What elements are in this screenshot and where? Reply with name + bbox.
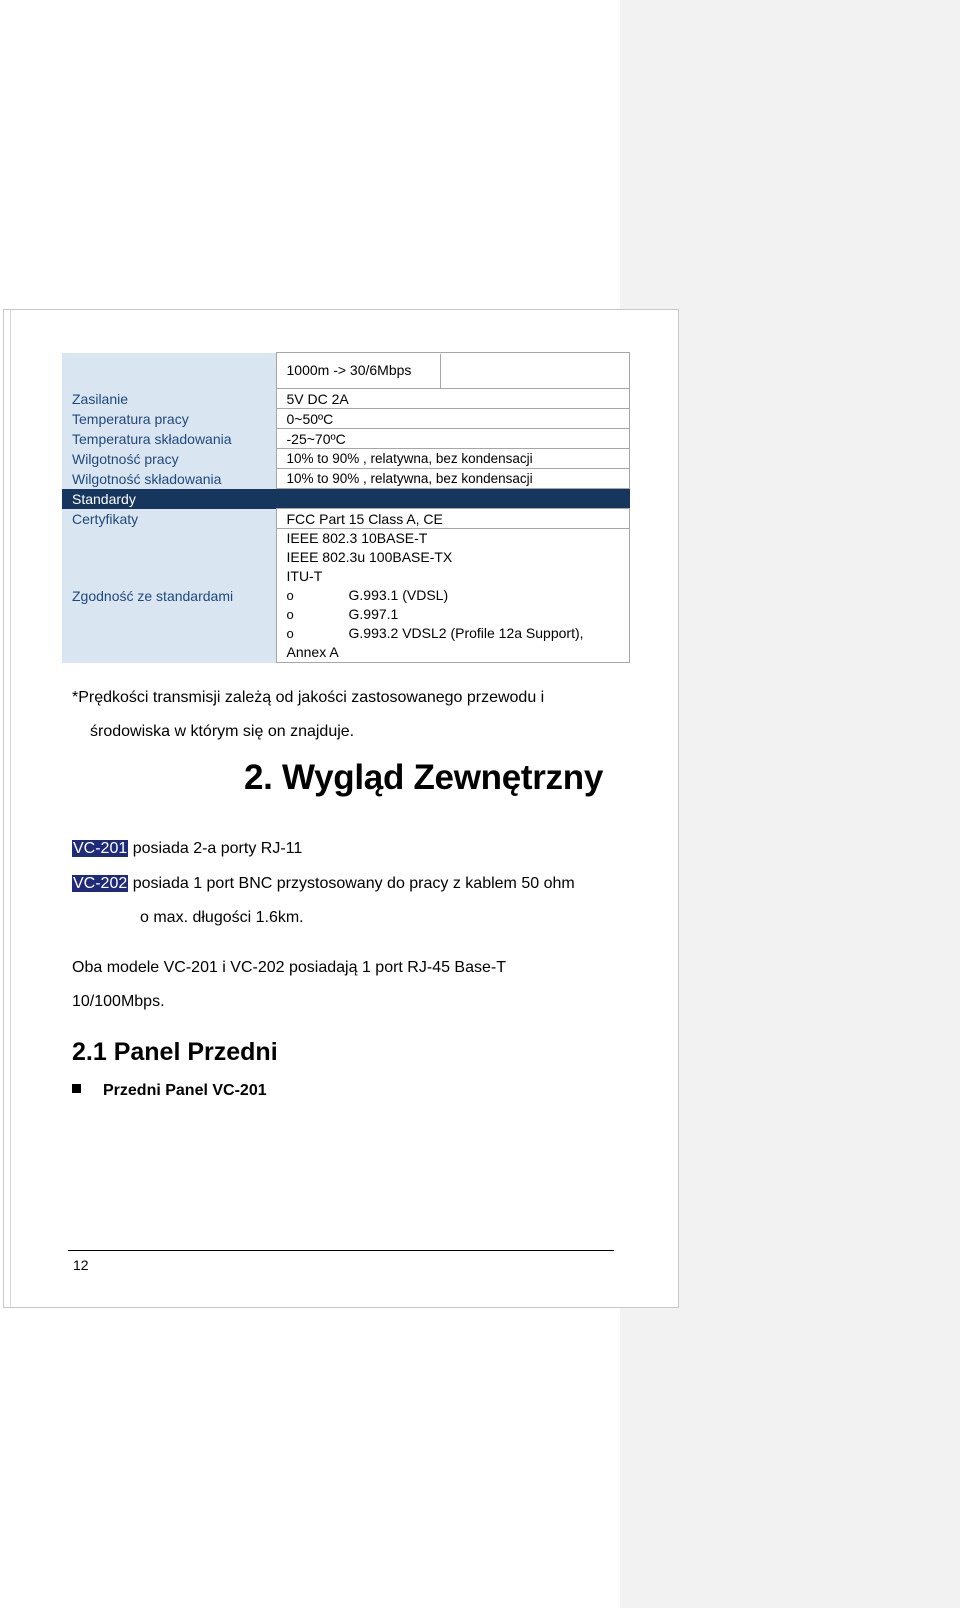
spec-label: Wilgotność składowania bbox=[62, 469, 276, 489]
compliance-item: G.993.1 (VDSL) bbox=[348, 587, 449, 603]
model-highlight: VC-202 bbox=[73, 875, 128, 892]
speed-note bbox=[72, 681, 632, 749]
page-number: 12 bbox=[73, 1257, 89, 1273]
table-row bbox=[62, 469, 630, 489]
compliance-bullet-line bbox=[287, 586, 630, 605]
section-title: 2. Wygląd Zewnętrzny bbox=[244, 758, 603, 797]
table-row bbox=[62, 509, 630, 529]
speed-value: 1000m -> 30/6Mbps bbox=[277, 354, 441, 388]
compliance-item: G.993.2 VDSL2 (Profile 12a Support), bbox=[348, 625, 584, 641]
spec-label: Certyfikaty bbox=[62, 509, 276, 529]
both-models-paragraph bbox=[72, 951, 632, 1019]
circle-bullet-icon: o bbox=[286, 607, 294, 622]
both-line: Oba modele VC-201 i VC-202 posiadają 1 port RJ-45 Base-T bbox=[72, 959, 506, 976]
note-line: *Prędkości transmisji zależą od jakości zastosowanego przewodu i bbox=[72, 689, 545, 706]
compliance-line: IEEE 802.3u 100BASE-TX bbox=[286, 549, 453, 565]
table-row bbox=[62, 429, 630, 449]
bullet-item bbox=[72, 1082, 267, 1100]
spec-value: 0~50ºC bbox=[276, 409, 630, 429]
circle-bullet-icon: o bbox=[286, 588, 294, 603]
footer-divider bbox=[68, 1250, 614, 1251]
compliance-line: Annex A bbox=[286, 644, 339, 660]
vc202-text: posiada 1 port BNC przystosowany do pracy z kablem 50 ohm bbox=[128, 875, 575, 892]
table-row bbox=[62, 409, 630, 429]
bullet-text: Przedni Panel VC-201 bbox=[103, 1082, 267, 1099]
compliance-list bbox=[276, 529, 630, 663]
model-highlight: VC-201 bbox=[73, 840, 128, 857]
spec-label: Zgodność ze standardami bbox=[62, 529, 276, 663]
subsection-title: 2.1 Panel Przedni bbox=[72, 1038, 278, 1066]
compliance-line: IEEE 802.3 10BASE-T bbox=[286, 530, 428, 546]
table-row bbox=[62, 389, 630, 409]
section-header-row bbox=[62, 489, 630, 509]
spec-value-cell bbox=[276, 353, 630, 389]
spec-table bbox=[62, 352, 630, 663]
spec-value: FCC Part 15 Class A, CE bbox=[276, 509, 630, 529]
table-row bbox=[62, 353, 630, 389]
vc201-text: posiada 2-a porty RJ-11 bbox=[128, 840, 303, 857]
vc201-paragraph bbox=[72, 832, 302, 866]
spec-label: Zasilanie bbox=[62, 389, 276, 409]
spec-value: -25~70ºC bbox=[276, 429, 630, 449]
spec-label: Temperatura składowania bbox=[62, 429, 276, 449]
compliance-bullet-line bbox=[287, 605, 630, 624]
table-row bbox=[62, 449, 630, 469]
compliance-bullet-line bbox=[287, 624, 630, 643]
section-header: Standardy bbox=[62, 489, 630, 509]
spec-value: 5V DC 2A bbox=[276, 389, 630, 409]
document-page bbox=[3, 309, 679, 1308]
spec-label: Temperatura pracy bbox=[62, 409, 276, 429]
spec-value: 10% to 90% , relatywna, bez kondensacji bbox=[276, 469, 630, 489]
spec-value: 10% to 90% , relatywna, bez kondensacji bbox=[276, 449, 630, 469]
both-line: 10/100Mbps. bbox=[72, 993, 165, 1010]
page-edge bbox=[4, 310, 11, 1307]
spec-label-empty bbox=[62, 353, 276, 389]
note-line: środowiska w którym się on znajduje. bbox=[90, 723, 355, 740]
vc202-continuation: o max. długości 1.6km. bbox=[140, 909, 304, 926]
vc202-paragraph bbox=[72, 867, 632, 935]
compliance-item: G.997.1 bbox=[348, 606, 399, 622]
vc202-line bbox=[72, 867, 632, 901]
table-row bbox=[62, 529, 630, 663]
circle-bullet-icon: o bbox=[286, 626, 294, 641]
square-bullet-icon bbox=[72, 1084, 81, 1093]
spec-label: Wilgotność pracy bbox=[62, 449, 276, 469]
compliance-line: ITU-T bbox=[286, 568, 323, 584]
